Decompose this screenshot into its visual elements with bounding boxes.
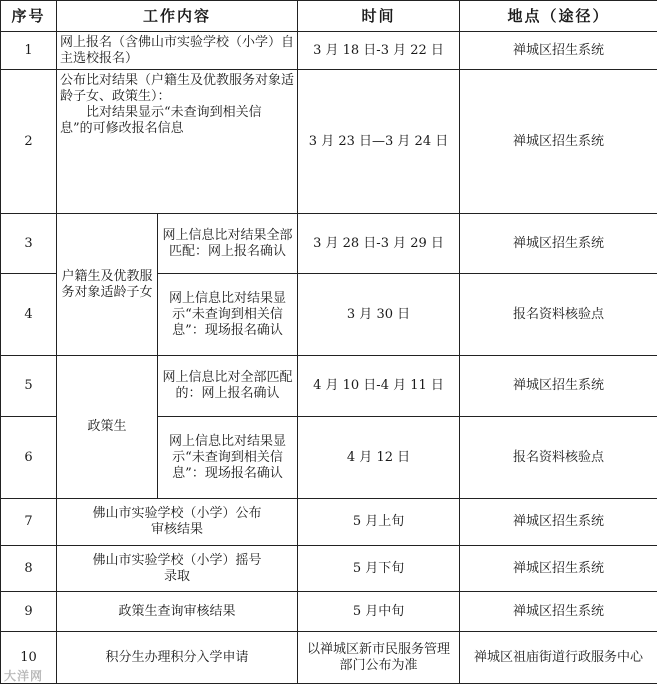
header-row	[1, 1, 657, 32]
table-row	[1, 592, 657, 632]
row-number: 5	[1, 356, 57, 417]
sub-content: 网上信息比对结果全部匹配：网上报名确认	[158, 214, 298, 274]
place-cell: 报名资料核验点	[460, 274, 657, 356]
table-row	[1, 499, 657, 546]
time-cell: 以禅城区新市民服务管理部门公布为准	[298, 632, 460, 684]
place-cell: 禅城区招生系统	[460, 356, 657, 417]
time-cell: 4 月 12 日	[298, 417, 460, 499]
row-number: 6	[1, 417, 57, 499]
time-cell: 3 月 28 日-3 月 29 日	[298, 214, 460, 274]
work-content: 政策生查询审核结果	[57, 592, 298, 632]
watermark: 大洋网	[4, 669, 44, 683]
time-cell: 5 月下旬	[298, 546, 460, 592]
place-cell: 禅城区招生系统	[460, 546, 657, 592]
time-cell: 3 月 18 日-3 月 22 日	[298, 32, 460, 70]
header-time: 时间	[298, 1, 460, 32]
table-row	[1, 70, 657, 214]
sub-content: 网上信息比对结果显示“未查询到相关信息”：现场报名确认	[158, 417, 298, 499]
table-row	[1, 356, 657, 417]
row-number: 7	[1, 499, 57, 546]
table-row	[1, 32, 657, 70]
work-content: 积分生办理积分入学申请	[57, 632, 298, 684]
work-content: 佛山市实验学校（小学）摇号录取	[57, 546, 298, 592]
time-cell: 4 月 10 日-4 月 11 日	[298, 356, 460, 417]
place-cell: 报名资料核验点	[460, 417, 657, 499]
header-place: 地点（途径）	[460, 1, 657, 32]
work-content-line: 公布比对结果（户籍生及优教服务对象适龄子女、政策生）：	[60, 73, 295, 104]
place-cell: 禅城区招生系统	[460, 214, 657, 274]
table-row	[1, 632, 657, 684]
time-cell: 3 月 30 日	[298, 274, 460, 356]
time-cell: 5 月中旬	[298, 592, 460, 632]
sub-content: 网上信息比对全部匹配的：网上报名确认	[158, 356, 298, 417]
work-content: 网上报名（含佛山市实验学校（小学）自主选校报名）	[57, 32, 298, 70]
group-label-policy: 政策生	[57, 356, 158, 499]
work-content: 佛山市实验学校（小学）公布审核结果	[57, 499, 298, 546]
table-row	[1, 214, 657, 274]
place-cell: 禅城区招生系统	[460, 499, 657, 546]
work-content	[57, 70, 298, 214]
header-no: 序号	[1, 1, 57, 32]
row-number: 8	[1, 546, 57, 592]
row-number: 9	[1, 592, 57, 632]
header-work-content: 工作内容	[57, 1, 298, 32]
sub-content: 网上信息比对结果显示“未查询到相关信息”：现场报名确认	[158, 274, 298, 356]
row-number: 2	[1, 70, 57, 214]
time-cell: 3 月 23 日—3 月 24 日	[298, 70, 460, 214]
work-content-line: 比对结果显示“未查询到相关信息”的可修改报名信息	[60, 105, 262, 136]
row-number: 4	[1, 274, 57, 356]
place-cell: 禅城区招生系统	[460, 70, 657, 214]
time-cell: 5 月上旬	[298, 499, 460, 546]
row-number: 10	[1, 632, 57, 684]
place-cell: 禅城区招生系统	[460, 592, 657, 632]
place-cell: 禅城区祖庙街道行政服务中心	[460, 632, 657, 684]
row-number: 1	[1, 32, 57, 70]
place-cell: 禅城区招生系统	[460, 32, 657, 70]
group-label-huji: 户籍生及优教服务对象适龄子女	[57, 214, 158, 356]
row-number: 3	[1, 214, 57, 274]
table-row	[1, 546, 657, 592]
